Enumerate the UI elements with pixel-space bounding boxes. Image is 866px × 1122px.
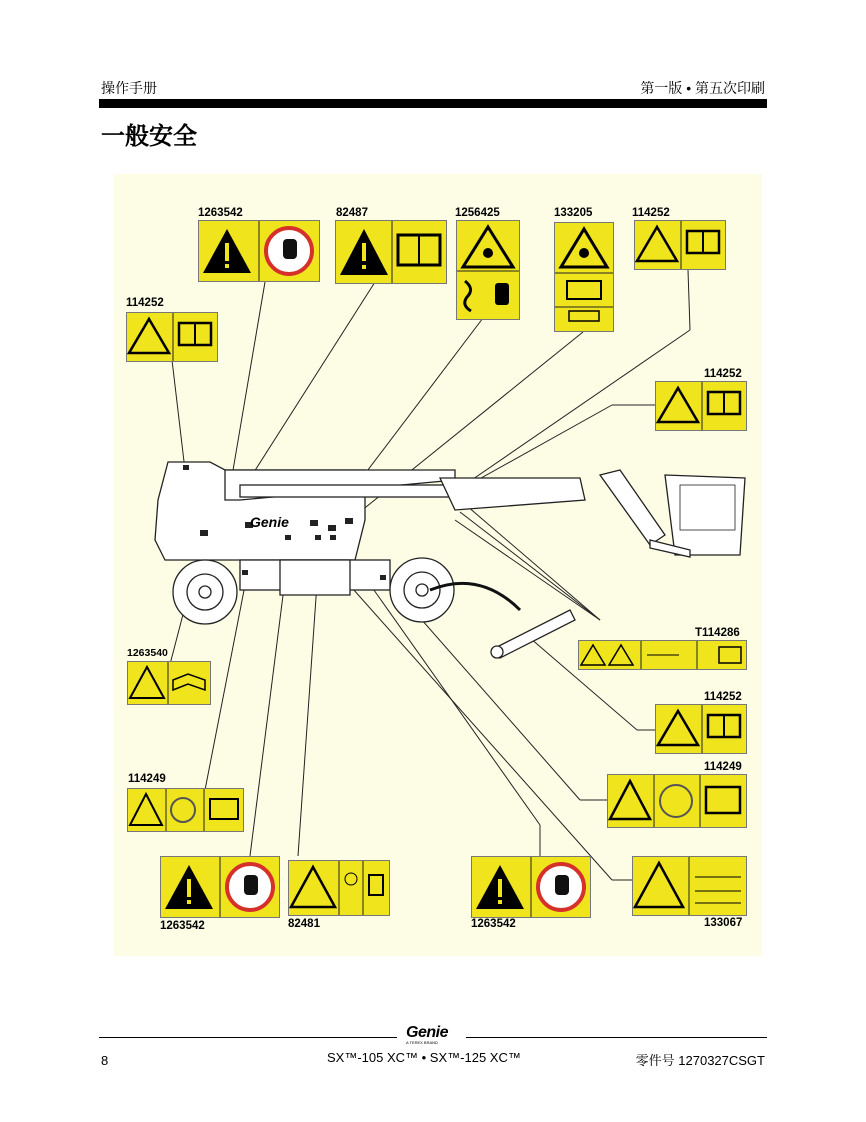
- decal-1256425: [456, 220, 520, 320]
- label-1263542-bottom-left: 1263542: [160, 920, 205, 932]
- decal-114252-top-right: [634, 220, 726, 270]
- label-82481: 82481: [288, 918, 320, 930]
- tipover-manual-icon: [127, 313, 217, 361]
- label-1263542-top: 1263542: [198, 207, 243, 219]
- hazard-strip-icon: [579, 641, 746, 669]
- warning-stop-hand-icon: [199, 221, 319, 281]
- header-manual-title: 操作手册: [101, 80, 157, 96]
- decal-133205: [554, 222, 614, 332]
- fire-hazard-icon: [289, 861, 389, 915]
- tire-hazard-icon: [128, 789, 243, 831]
- warning-stop-hand-icon: [161, 857, 279, 917]
- label-114249-left: 114249: [128, 773, 166, 785]
- decal-1263540: [127, 661, 211, 705]
- tipover-manual-icon: [635, 221, 725, 269]
- warning-manual-icon: [336, 221, 446, 283]
- crush-hazard-hand-icon: [457, 221, 519, 319]
- decal-1263542-bottom-mid: [471, 856, 591, 918]
- footer-rule-left: [99, 1037, 397, 1038]
- decal-82487: [335, 220, 447, 284]
- decal-1263542-top: [198, 220, 320, 282]
- label-114249-right: 114249: [704, 761, 742, 773]
- genie-logo: Genie: [406, 1024, 448, 1041]
- label-114252-left: 114252: [126, 297, 164, 309]
- tipover-manual-icon: [656, 705, 746, 753]
- decal-114249-right: [607, 774, 747, 828]
- header-edition: 第一版 • 第五次印刷: [640, 80, 765, 96]
- decal-82481: [288, 860, 390, 916]
- label-114252-right: 114252: [704, 368, 742, 380]
- label-1263540: 1263540: [127, 647, 168, 659]
- machine-brand-text: Genie: [250, 514, 289, 530]
- decal-1263542-bottom-left: [160, 856, 280, 918]
- decal-133067: [632, 856, 747, 916]
- tipover-manual-icon: [656, 382, 746, 430]
- label-133067: 133067: [704, 917, 743, 929]
- tipover-manual-icon: [128, 662, 210, 704]
- label-T114286: T114286: [695, 627, 740, 639]
- page-title: 一般安全: [101, 123, 197, 150]
- label-1263542-bottom-mid: 1263542: [471, 918, 516, 930]
- battery-hazard-icon: [555, 223, 613, 331]
- label-133205: 133205: [554, 207, 593, 219]
- decal-114252-left: [126, 312, 218, 362]
- label-114252-top-right: 114252: [632, 207, 670, 219]
- page-number: 8: [101, 1053, 109, 1068]
- warning-stop-hand-icon: [472, 857, 590, 917]
- label-114252-mid: 114252: [704, 691, 742, 703]
- footer-rule-right: [466, 1037, 767, 1038]
- decal-T114286: [578, 640, 747, 670]
- label-1256425: 1256425: [455, 207, 500, 219]
- decal-114252-mid: [655, 704, 747, 754]
- tire-hazard-icon: [608, 775, 746, 827]
- label-82487: 82487: [336, 207, 368, 219]
- boom-hazard-icon: [633, 857, 746, 915]
- footer-model: SX™-105 XC™ • SX™-125 XC™: [327, 1050, 521, 1065]
- decal-114252-right: [655, 381, 747, 431]
- decal-114249-left: [127, 788, 244, 832]
- genie-logo-tagline: A TEREX BRAND: [406, 1040, 438, 1045]
- footer-part-number: 零件号 1270327CSGT: [635, 1053, 765, 1068]
